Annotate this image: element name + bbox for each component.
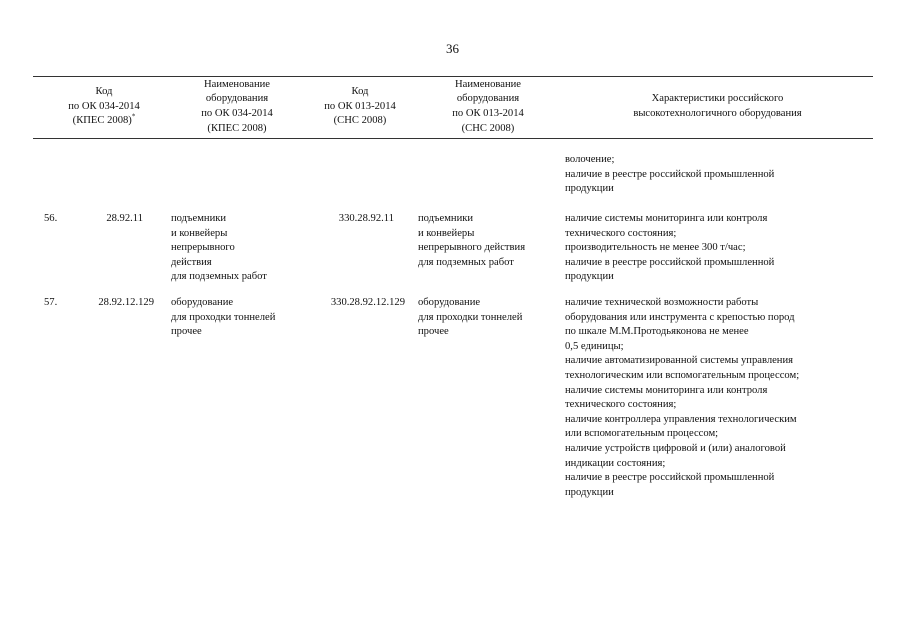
text-line: или вспомогательным процессом; xyxy=(565,428,719,440)
code-kpes: 28.92.11 xyxy=(106,213,143,224)
header-characteristics xyxy=(562,78,873,136)
header-line: Наименование xyxy=(204,78,270,90)
row-number: 57. xyxy=(44,297,58,308)
header-line: Наименование xyxy=(455,78,521,90)
header-line: (КПЕС 2008) xyxy=(207,122,267,134)
text-line: оборудование xyxy=(171,297,234,308)
table-header-rule xyxy=(33,138,873,139)
header-line: по ОК 034-2014 xyxy=(201,108,273,119)
text-line: оборудования или инструмента с крепостью пород xyxy=(565,311,795,323)
header-line: Код xyxy=(351,86,369,98)
text-line: наличие автоматизированной системы управления xyxy=(565,355,794,367)
text-line: индикации состояния; xyxy=(565,457,666,469)
text-line: наличие в реестре российской промышленной xyxy=(565,472,775,484)
header-line: (КПЕС 2008)* xyxy=(72,112,136,127)
header-line: по ОК 013-2014 xyxy=(324,100,396,112)
continuation-characteristics xyxy=(565,153,774,197)
header-line: Код xyxy=(95,86,113,98)
text-line: наличие в реестре российской промышленной xyxy=(565,168,775,180)
text-line: продукции xyxy=(565,486,614,498)
text-line: прочее xyxy=(171,326,202,338)
text-line: и конвейеры xyxy=(418,227,475,239)
header-line: оборудования xyxy=(205,93,269,105)
row-number: 56. xyxy=(44,213,58,224)
text-line: для проходки тоннелей xyxy=(171,311,276,323)
name-kpes xyxy=(171,212,267,285)
header-line: по ОК 034-2014 xyxy=(68,100,140,112)
text-line: наличие в реестре российской промышленной xyxy=(565,256,775,268)
page-number: 36 xyxy=(446,41,459,56)
text-line: технического состояния; xyxy=(565,227,677,239)
text-line: наличие системы мониторинга или контроля xyxy=(565,213,768,224)
code-sns: 330.28.92.11 xyxy=(338,213,394,224)
text-line: для проходки тоннелей xyxy=(418,311,523,323)
text-line: 0,5 единицы; xyxy=(565,340,624,352)
text-line: наличие системы мониторинга или контроля xyxy=(565,384,768,396)
header-line: (СНС 2008) xyxy=(461,122,515,134)
text-line: подъемники xyxy=(171,213,227,224)
header-line: Характеристики российского xyxy=(651,93,784,105)
header-name-kpes xyxy=(168,78,306,136)
text-line: наличие технической возможности работы xyxy=(565,297,759,308)
text-line: непрерывного xyxy=(171,242,235,254)
text-line: продукции xyxy=(565,271,614,283)
header-line: (СНС 2008) xyxy=(333,115,387,127)
text-line: подъемники xyxy=(418,213,474,224)
header-line: высокотехнологичного оборудования xyxy=(633,108,802,119)
header-line: по ОК 013-2014 xyxy=(452,108,524,119)
text-line: волочение; xyxy=(565,154,615,165)
name-sns xyxy=(418,212,525,270)
header-line: оборудования xyxy=(456,93,520,105)
text-line: для подземных работ xyxy=(171,271,267,283)
header-code-kpes xyxy=(40,78,168,136)
characteristics xyxy=(565,212,774,285)
text-line: непрерывного действия xyxy=(418,242,526,254)
name-kpes xyxy=(171,296,275,340)
text-line: по шкале М.М.Протодьяконова не менее xyxy=(565,326,749,338)
text-line: прочее xyxy=(418,326,449,338)
text-line: продукции xyxy=(565,183,614,195)
text-line: действия xyxy=(171,256,212,268)
text-line: наличие контроллера управления технологическим xyxy=(565,413,797,425)
code-sns: 330.28.92.12.129 xyxy=(330,297,405,308)
text-line: технического состояния; xyxy=(565,399,677,411)
text-line: технологическим или вспомогательным процессом; xyxy=(565,369,800,381)
text-line: оборудование xyxy=(418,297,481,308)
text-line: наличие устройств цифровой и (или) аналоговой xyxy=(565,442,786,454)
characteristics xyxy=(565,296,799,500)
text-line: для подземных работ xyxy=(418,256,514,268)
name-sns xyxy=(418,296,522,340)
text-line: производительность не менее 300 т/час; xyxy=(565,242,746,254)
header-name-sns xyxy=(414,78,562,136)
header-code-sns xyxy=(306,78,414,136)
text-line: и конвейеры xyxy=(171,227,228,239)
footnote-mark: * xyxy=(131,112,136,121)
code-kpes: 28.92.12.129 xyxy=(98,297,154,308)
